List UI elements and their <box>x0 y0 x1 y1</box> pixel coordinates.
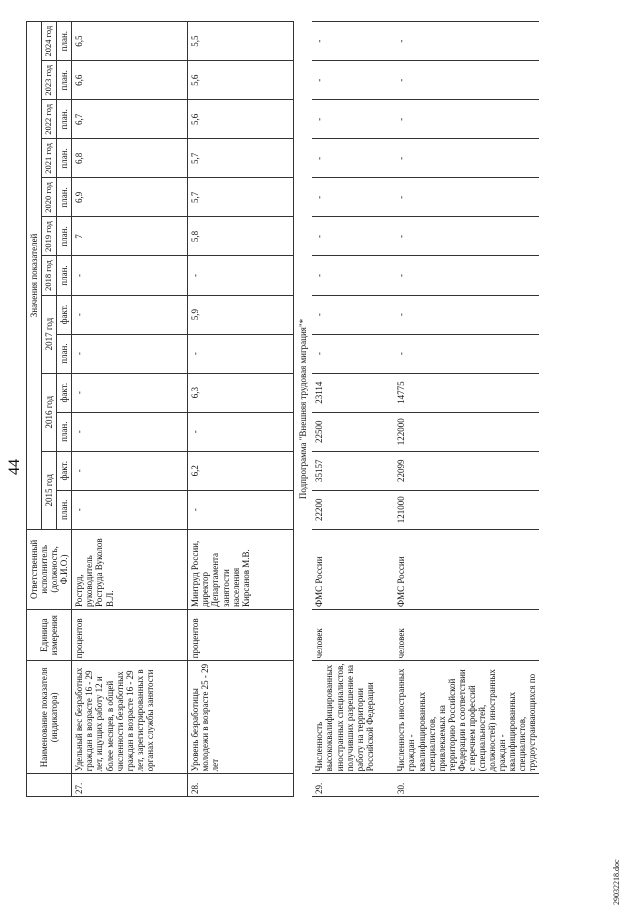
value-cell: - <box>312 256 394 295</box>
value-cell: 5,6 <box>188 61 294 100</box>
value-cell: 6,8 <box>72 139 188 178</box>
value-cell: - <box>72 490 188 529</box>
header-year-2024: 2024 год <box>42 22 57 61</box>
value-cell: - <box>312 100 394 139</box>
value-cell: - <box>72 256 188 295</box>
header-sub-plan: план. <box>57 217 72 256</box>
value-cell: 23114 <box>312 373 394 412</box>
header-sub-plan: план. <box>57 139 72 178</box>
responsible-cell: Минтруд России, директор Департамента занятости населения Кирсанов М.В. <box>188 529 294 609</box>
value-cell: - <box>72 334 188 373</box>
value-cell: - <box>72 451 188 490</box>
value-cell: 5,5 <box>188 22 294 61</box>
header-sub-plan: план. <box>57 100 72 139</box>
value-cell: - <box>188 256 294 295</box>
value-cell: - <box>312 178 394 217</box>
value-cell: - <box>394 217 539 256</box>
header-sub-plan: план. <box>57 334 72 373</box>
value-cell: - <box>312 334 394 373</box>
header-year-2017: 2017 год <box>42 295 57 373</box>
header-sub-plan: план. <box>57 178 72 217</box>
header-sub-fact: факт. <box>57 373 72 412</box>
value-cell: - <box>394 295 539 334</box>
header-number <box>27 774 72 797</box>
unit-cell: человек <box>394 609 539 660</box>
unit-cell: процентов <box>188 609 294 660</box>
value-cell: 6,6 <box>72 61 188 100</box>
subprogram-row <box>294 22 313 797</box>
header-year-2018: 2018 год <box>42 256 57 295</box>
value-cell: 35157 <box>312 451 394 490</box>
row-number: 29. <box>312 774 394 797</box>
value-cell: - <box>394 100 539 139</box>
value-cell: - <box>394 178 539 217</box>
header-indicator-name: Наименование показателя (индикатора) <box>27 661 72 774</box>
header-sub-plan: план. <box>57 61 72 100</box>
header-sub-plan: план. <box>57 22 72 61</box>
value-cell: 5,9 <box>188 295 294 334</box>
table-row <box>394 22 539 797</box>
header-year-2020: 2020 год <box>42 178 57 217</box>
value-cell: 6,2 <box>188 451 294 490</box>
value-cell: - <box>312 217 394 256</box>
value-cell: 5,7 <box>188 178 294 217</box>
header-responsible: Ответственный исполнитель (должность, Ф.И.О.) <box>27 529 72 609</box>
value-cell: 5,6 <box>188 100 294 139</box>
header-year-2019: 2019 год <box>42 217 57 256</box>
row-number: 27. <box>72 774 188 797</box>
value-cell: 6,7 <box>72 100 188 139</box>
responsible-cell: ФМС России <box>312 529 394 609</box>
value-cell: 6,3 <box>188 373 294 412</box>
value-cell: - <box>312 139 394 178</box>
document-file-id: 29032218.doc <box>612 859 621 905</box>
indicator-name: Численность иностранных граждан - квалифицированных специалистов, привлекаемых на территорию Российской Федерации в соответствии с перечнем профессий (специальностей, должностей) иностранных граждан - квалифицированных специалистов, трудоустраивающихся по <box>394 661 539 774</box>
value-cell: 6,5 <box>72 22 188 61</box>
table-body <box>72 22 540 797</box>
header-year-2023: 2023 год <box>42 61 57 100</box>
header-sub-plan: план. <box>57 412 72 451</box>
value-cell: - <box>188 490 294 529</box>
responsible-cell: ФМС России <box>394 529 539 609</box>
value-cell: 22500 <box>312 412 394 451</box>
header-year-2021: 2021 год <box>42 139 57 178</box>
table-row <box>72 22 188 797</box>
value-cell: 22099 <box>394 451 539 490</box>
header-sub-plan: план. <box>57 256 72 295</box>
header-year-2016: 2016 год <box>42 373 57 451</box>
value-cell: - <box>312 295 394 334</box>
value-cell: 6,9 <box>72 178 188 217</box>
indicator-name: Удельный вес безработных граждан в возрасте 16 - 29 лет, ищущих работу 12 и более месяцев, в общей численности безработных граждан в возрасте 16 - 29 лет, зарегистрированных в органах службы занятости <box>72 661 188 774</box>
value-cell: - <box>394 139 539 178</box>
value-cell: - <box>72 373 188 412</box>
header-sub-fact: факт. <box>57 295 72 334</box>
responsible-cell: Роструд, руководитель Роструда Вуколов В.Л. <box>72 529 188 609</box>
page-number: 44 <box>6 459 23 475</box>
value-cell: 5,8 <box>188 217 294 256</box>
value-cell: 14775 <box>394 373 539 412</box>
value-cell: 5,7 <box>188 139 294 178</box>
value-cell: - <box>394 256 539 295</box>
header-year-2015: 2015 год <box>42 451 57 529</box>
value-cell: 122000 <box>394 412 539 451</box>
indicators-table <box>26 21 539 797</box>
row-number: 28. <box>188 774 294 797</box>
table-row <box>312 22 394 797</box>
subprogram-title: Подпрограмма "Внешняя трудовая миграция"* <box>298 318 309 500</box>
value-cell: 22200 <box>312 490 394 529</box>
row-number: 30. <box>394 774 539 797</box>
value-cell: - <box>312 61 394 100</box>
unit-cell: человек <box>312 609 394 660</box>
table-row <box>188 22 294 797</box>
value-cell: - <box>394 22 539 61</box>
header-year-2022: 2022 год <box>42 100 57 139</box>
indicator-name: Численность высококвалифицированных иностранных специалистов, получивших разрешение на работу на территории Российской Федерации <box>312 661 394 774</box>
header-sub-plan: план. <box>57 490 72 529</box>
value-cell: - <box>188 334 294 373</box>
value-cell: - <box>72 295 188 334</box>
header-unit: Единица измерения <box>27 609 72 660</box>
value-cell: 121000 <box>394 490 539 529</box>
value-cell: - <box>394 334 539 373</box>
value-cell: - <box>188 412 294 451</box>
value-cell: - <box>312 22 394 61</box>
header-sub-fact: факт. <box>57 451 72 490</box>
value-cell: 7 <box>72 217 188 256</box>
header-values-group: Значения показателей <box>27 22 42 530</box>
unit-cell: процентов <box>72 609 188 660</box>
indicator-name: Уровень безработицы молодежи в возрасте 25 - 29 лет <box>188 661 294 774</box>
value-cell: - <box>72 412 188 451</box>
value-cell: - <box>394 61 539 100</box>
